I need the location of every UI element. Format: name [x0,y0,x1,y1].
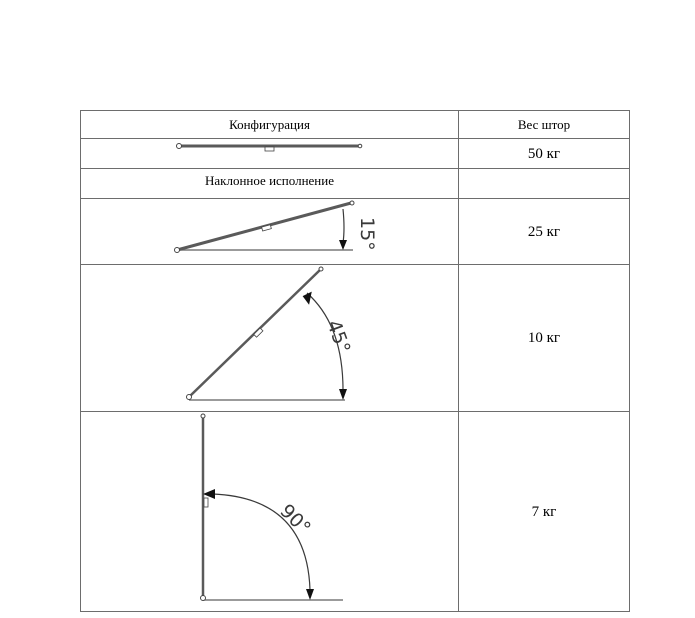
subheader-label: Наклонное исполнение [205,172,334,188]
weight-45-value: 10 кг [527,330,561,346]
rod-90-end-bottom [201,596,206,601]
flat-weight-value: 50 кг [527,145,561,162]
weight-15-cell [459,199,630,265]
angle-90-label: 90° [275,499,315,540]
angle-15-label: 15° [356,217,378,251]
subheader-weight-cell [459,169,630,199]
angle-45-label: 45° [322,317,355,357]
table-row-flat [81,139,630,169]
flat-rod-bracket [265,147,274,151]
flat-diagram-cell [81,139,459,169]
flat-rod-end-left [177,144,182,149]
weight-90-cell [459,412,630,612]
flat-rod-diagram [81,139,459,168]
rod-15-end-right [350,201,354,205]
rod-90-bracket [204,498,208,507]
configuration-table [80,110,630,612]
tilt-15-diagram [81,199,459,264]
diagram-45-cell [81,265,459,412]
header-configuration-cell [81,111,459,139]
tilt-90-diagram [81,412,459,611]
diagram-90-cell [81,412,459,612]
diagram-15-cell [81,199,459,265]
table-row-90 [81,412,630,612]
rod-45-bracket [254,328,263,337]
arrow-90-left [203,489,215,499]
table-row-45 [81,265,630,412]
arc-15 [343,209,344,243]
flat-weight-cell [459,139,630,169]
table-header-row [81,111,630,139]
header-configuration: Конфигурация [229,116,310,132]
rod-90-end-top [201,414,205,418]
weight-90-value: 7 кг [531,503,557,520]
table-row-subheader [81,169,630,199]
rod-45-end-left [187,395,192,400]
arrow-45-bottom [339,389,347,400]
tilt-45-diagram [81,265,459,411]
rod-15-end-left [175,248,180,253]
flat-rod-end-right [358,144,362,148]
weight-45-cell [459,265,630,412]
arrow-90-bottom [306,589,314,600]
arrow-15 [339,240,347,250]
weight-15-value: 25 кг [527,223,561,240]
header-weight-cell [459,111,630,139]
rod-45-end-right [319,267,323,271]
header-weight: Вес штор [517,116,571,132]
subheader-cell [81,169,459,199]
table-row-15 [81,199,630,265]
